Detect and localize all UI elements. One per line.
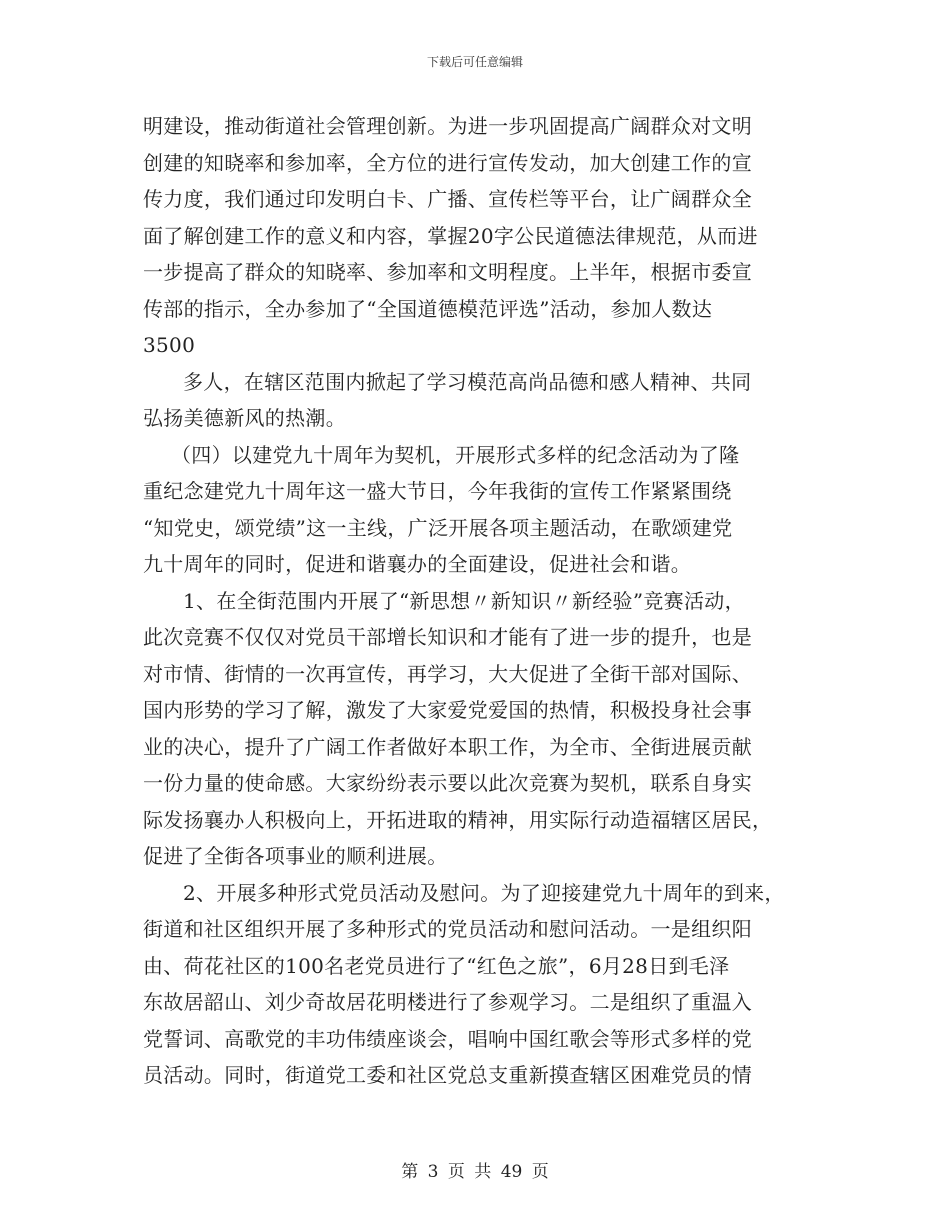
paragraph-line: “知党史，颂党绩”这一主线，广泛开展各项主题活动，在歌颂建党: [143, 515, 733, 540]
paragraph-line: 一步提高了群众的知晓率、参加率和文明程度。上半年，根据市委宣: [143, 260, 752, 284]
paragraph-line: 此次竞赛不仅仅对党员干部增长知识和才能有了进一步的提升，也是: [143, 625, 752, 649]
page-number: 第 3 页 共 49 页: [401, 1162, 549, 1182]
paragraph-line: 面了解创建工作的意义和内容，掌握20字公民道德法律规范，从而进: [143, 223, 758, 248]
paragraph-line: 明建设，推动街道社会管理创新。为进一步巩固提高广阔群众对文明: [143, 114, 752, 138]
paragraph-line: 弘扬美德新风的热潮。: [143, 406, 346, 430]
paragraph-line: 传部的指示，全办参加了“全国道德模范评选”活动，参加人数达: [143, 296, 713, 321]
paragraph-line: 2、开展多种形式党员活动及慰问。为了迎接建党九十周年的到来，: [183, 880, 785, 905]
paragraph-line: 促进了全街各项事业的顺利进展。: [143, 844, 448, 868]
section-heading-line: （四）以建党九十周年为契机，开展形式多样的纪念活动为了隆: [171, 442, 740, 467]
paragraph-line: 国内形势的学习了解，激发了大家爱党爱国的热情，积极投身社会事: [143, 698, 752, 722]
paragraph-line: 一份力量的使命感。大家纷纷表示要以此次竞赛为契机，联系自身实: [143, 771, 752, 795]
paragraph-line: 东故居韶山、刘少奇故居花明楼进行了参观学习。二是组织了重温入: [143, 990, 752, 1014]
paragraph-line: 创建的知晓率和参加率，全方位的进行宣传发动，加大创建工作的宣: [143, 150, 752, 175]
paragraph-line: 重纪念建党九十周年这一盛大节日，今年我街的宣传工作紧紧围绕: [143, 479, 732, 503]
paragraph-line: 际发扬襄办人积极向上，开拓进取的精神，用实际行动造福辖区居民，: [143, 807, 773, 832]
document-body: [143, 108, 833, 1094]
paragraph-line: 业的决心，提升了广阔工作者做好本职工作，为全市、全街进展贡献: [143, 734, 752, 759]
page-header-note: 下载后可任意编辑: [426, 55, 523, 69]
paragraph-line: 多人，在辖区范围内掀起了学习模范高尚品德和感人精神、共同: [183, 369, 752, 394]
paragraph-line: 1、在全街范围内开展了“新思想〃新知识〃新经验”竞赛活动，: [183, 588, 745, 613]
paragraph-line: 传力度，我们通过印发明白卡、广播、宣传栏等平台，让广阔群众全: [143, 187, 752, 211]
paragraph-line: 街道和社区组织开展了多种形式的党员活动和慰问活动。一是组织阳: [143, 917, 752, 941]
paragraph-line: 党誓词、高歌党的丰功伟绩座谈会，唱响中国红歌会等形式多样的党: [143, 1026, 752, 1051]
paragraph-line: 由、荷花社区的100名老党员进行了“红色之旅”，6月28日到毛泽: [143, 953, 730, 978]
paragraph-line: 九十周年的同时，促进和谐襄办的全面建设，促进社会和谐。: [143, 552, 692, 576]
paragraph-line: 对市情、街情的一次再宣传，再学习，大大促进了全街干部对国际、: [143, 661, 752, 686]
paragraph-line: 员活动。同时，街道党工委和社区党总支重新摸查辖区困难党员的情: [143, 1063, 752, 1087]
paragraph-line: 3500: [143, 333, 196, 357]
